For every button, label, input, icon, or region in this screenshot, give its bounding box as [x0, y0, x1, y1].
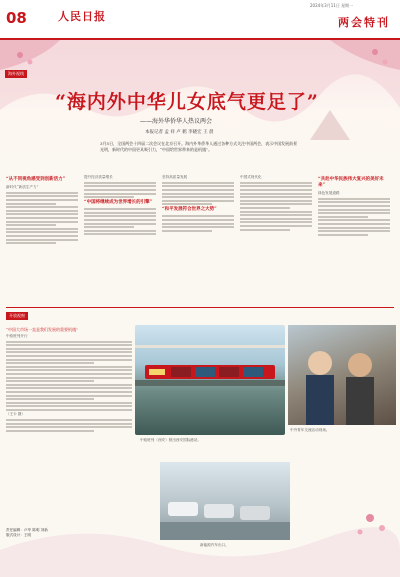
section-title: 两会特刊: [338, 16, 390, 29]
article-column: [240, 175, 312, 300]
article-column: [162, 175, 234, 300]
caption-cars: 新能源汽车出口。: [200, 543, 229, 547]
page-number: 08: [6, 9, 27, 27]
lower-article: [6, 325, 132, 525]
column-text: 绿色发展道路: [318, 191, 340, 195]
lower-text: （王卡 摄）: [6, 412, 26, 417]
column-text: 坚持高质量发展: [162, 175, 188, 179]
column-subheading: “从不同视角感受到创新活力”: [6, 177, 66, 182]
caption-train: 中欧班列（西安）驶出西安国际港站。: [140, 438, 202, 442]
section-divider: [6, 307, 394, 308]
column-subheading: “和平发展符合世界之大势”: [162, 207, 217, 213]
article-kicker: 海外视线: [5, 70, 27, 78]
people-illustration: [288, 325, 396, 425]
byline: 本报记者 孟 祥 卢 鹤 李晓宏 王 晨: [145, 130, 214, 135]
train-illustration: [135, 325, 285, 435]
lede-paragraph: 3月5日，全国两会十四届二次会议在北京召开。海内外华侨华人通过各种方式关注中国两会，表示中国发展前景光明，新时代的中国更具吸引力，“中国给世界带来的是机遇”。: [100, 141, 298, 152]
column-text: 提升经济质量增长: [84, 175, 113, 179]
article-column: [318, 175, 390, 300]
photo-freight-train: [135, 325, 285, 435]
lower-text: 中欧班列开行: [6, 334, 28, 338]
article-column: [6, 175, 78, 300]
editor-credits: [6, 528, 146, 538]
paper-logo: 人民日报: [58, 10, 106, 23]
masthead: [0, 0, 400, 40]
article-body: [6, 175, 394, 300]
credit-line: 责任编辑：卢华 陈明 刘新: [6, 528, 48, 532]
credit-line: 版式设计：王明: [6, 533, 32, 537]
caption-people: 中外青年交流活动现场。: [290, 428, 330, 432]
dateline: 2024年3月11日 星期一: [310, 3, 354, 8]
lower-kicker: 开放视窗: [6, 312, 28, 320]
subheadline: ——海外华侨华人热议两会: [140, 118, 213, 125]
column-subheading: “中国将继续成为世界增长的引擎”: [84, 200, 153, 206]
column-text: 新时代“新质生产力”: [6, 185, 39, 189]
article-column: [84, 175, 156, 300]
lower-subheading: “中国大市场一直是我们发展的重要机遇”: [6, 327, 79, 332]
column-subheading: “共赴中华民族伟大复兴的美好未来”: [318, 177, 384, 188]
photo-people: [288, 325, 396, 425]
headline: “海内外中华儿女底气更足了”: [55, 91, 319, 113]
column-text: 中国式现代化: [240, 175, 262, 179]
bottom-blossom-illustration: [0, 500, 400, 577]
